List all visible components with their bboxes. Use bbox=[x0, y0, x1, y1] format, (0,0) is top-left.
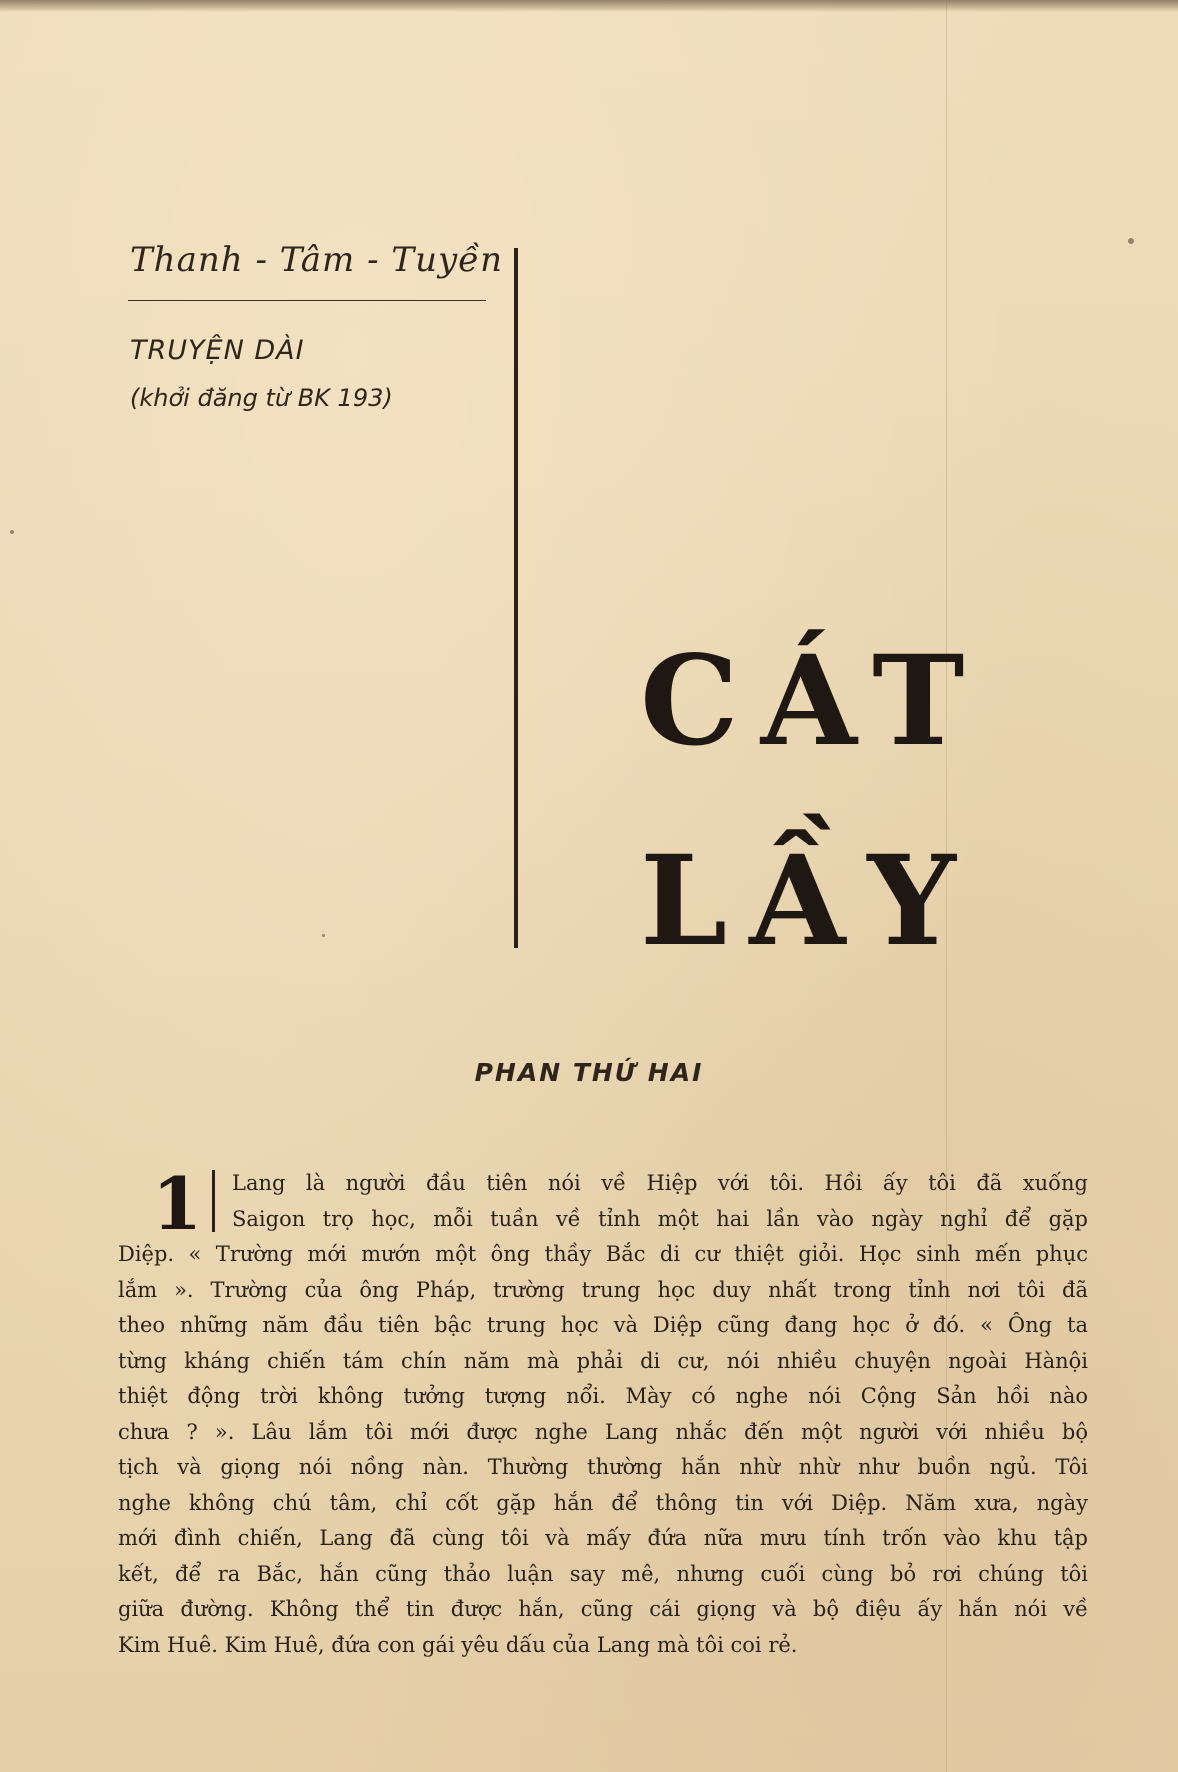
body-line: kết, để ra Bắc, hắn cũng thảo luận say mê, nhưng cuối cùng bỏ rơi chúng tôi bbox=[118, 1561, 1088, 1586]
body-line: từng kháng chiến tám chín năm mà phải di cư, nói nhiều chuyện ngoài Hànội bbox=[118, 1348, 1088, 1373]
body-line: Lang là người đầu tiên nói về Hiệp với tôi. Hồi ấy tôi đã xuống bbox=[232, 1171, 1088, 1195]
vertical-divider bbox=[514, 248, 518, 948]
body-line: theo những năm đầu tiên bậc trung học và Diệp cũng đang học ở đó. « Ông ta bbox=[118, 1313, 1088, 1337]
signature-underline bbox=[128, 300, 486, 301]
body-line: Saigon trọ học, mỗi tuần về tỉnh một hai lần vào ngày nghỉ để gặp bbox=[232, 1206, 1088, 1231]
chapter-number: 1 bbox=[152, 1161, 203, 1246]
series-signature: Thanh - Tâm - Tuyền bbox=[130, 240, 503, 280]
genre-label: TRUYỆN DÀI bbox=[130, 335, 305, 366]
body-line: chưa ? ». Lâu lắm tôi mới được nghe Lang nhắc đến một người với nhiều bộ bbox=[118, 1419, 1088, 1444]
body-line: nghe không chú tâm, chỉ cốt gặp hắn để thông tin với Diệp. Năm xưa, ngày bbox=[118, 1490, 1088, 1515]
chapter-body bbox=[118, 1161, 1088, 1663]
paper-speck bbox=[322, 934, 325, 937]
body-line: thiệt động trời không tưởng tượng nổi. Mày có nghe nói Cộng Sản hồi nào bbox=[118, 1384, 1088, 1408]
title-line-1: CÁT bbox=[640, 629, 987, 774]
body-line: lắm ». Trường của ông Pháp, trường trung học duy nhất trong tỉnh nơi tôi đã bbox=[118, 1277, 1088, 1302]
body-line: Kim Huê. Kim Huê, đứa con gái yêu dấu của Lang mà tôi coi rẻ. bbox=[118, 1632, 798, 1657]
body-line: giữa đường. Không thể tin được hắn, cũng cái giọng và bộ điệu ấy hắn nói về bbox=[118, 1597, 1088, 1621]
page-top-edge bbox=[0, 0, 1178, 12]
body-line: tịch và giọng nói nồng nàn. Thường thường hắn nhừ nhừ như buồn ngủ. Tôi bbox=[118, 1455, 1088, 1479]
author-name: PHAN THỨ HAI bbox=[474, 1058, 704, 1087]
body-line: mới đình chiến, Lang đã cùng tôi và mấy đứa nữa mưu tính trốn vào khu tập bbox=[118, 1526, 1088, 1550]
paper-speck bbox=[1128, 238, 1134, 244]
paper-speck bbox=[10, 530, 14, 534]
title-line-2: LẦY bbox=[640, 829, 978, 974]
serial-note: (khởi đăng từ BK 193) bbox=[130, 384, 393, 412]
body-line: Diệp. « Trường mới mướn một ông thầy Bắc di cư thiệt giỏi. Học sinh mến phục bbox=[118, 1242, 1088, 1266]
